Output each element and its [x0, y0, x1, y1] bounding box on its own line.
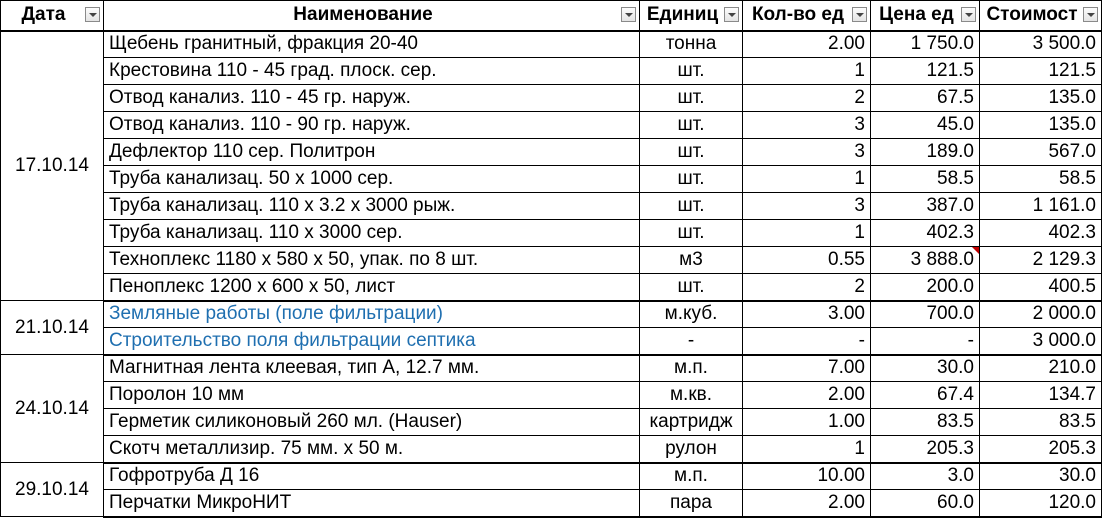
unit-cell[interactable]: м3 — [640, 247, 743, 274]
unit-cell[interactable]: пара — [640, 490, 743, 517]
quantity-cell[interactable]: 3 — [743, 193, 871, 220]
table-row — [1, 436, 1102, 463]
cost-cell[interactable]: 121.5 — [980, 58, 1102, 85]
price-cell[interactable]: 1 750.0 — [871, 31, 980, 58]
table-row — [1, 490, 1102, 517]
filter-dropdown-icon[interactable] — [621, 7, 636, 22]
cost-cell[interactable]: 3 500.0 — [980, 31, 1102, 58]
name-cell[interactable]: Крестовина 110 - 45 град. плоск. сер. — [104, 58, 640, 85]
quantity-cell[interactable]: 2 — [743, 85, 871, 112]
table-row — [1, 382, 1102, 409]
name-cell[interactable]: Труба канализац. 50 х 1000 сер. — [104, 166, 640, 193]
column-header-label: Стоимост — [986, 4, 1078, 26]
cost-cell[interactable]: 205.3 — [980, 436, 1102, 463]
quantity-cell[interactable]: 3.00 — [743, 301, 871, 328]
header-row — [1, 1, 1102, 31]
table-row — [1, 193, 1102, 220]
price-cell[interactable]: 3.0 — [871, 463, 980, 490]
name-cell[interactable]: Поролон 10 мм — [104, 382, 640, 409]
date-cell[interactable]: 21.10.14 — [1, 301, 104, 355]
unit-cell[interactable]: тонна — [640, 31, 743, 58]
unit-cell[interactable]: м.п. — [640, 355, 743, 382]
table-row — [1, 166, 1102, 193]
cost-cell[interactable]: 30.0 — [980, 463, 1102, 490]
quantity-cell[interactable]: 2.00 — [743, 31, 871, 58]
name-cell[interactable]: Строительство поля фильтрации септика — [104, 328, 640, 355]
quantity-cell[interactable]: 10.00 — [743, 463, 871, 490]
filter-dropdown-icon[interactable] — [724, 7, 739, 22]
name-cell[interactable]: Отвод канализ. 110 - 90 гр. наруж. — [104, 112, 640, 139]
name-cell[interactable]: Отвод канализ. 110 - 45 гр. наруж. — [104, 85, 640, 112]
unit-cell[interactable]: шт. — [640, 220, 743, 247]
column-header-price[interactable] — [871, 1, 980, 31]
cost-cell[interactable]: 58.5 — [980, 166, 1102, 193]
quantity-cell[interactable]: 1.00 — [743, 409, 871, 436]
unit-cell[interactable]: - — [640, 328, 743, 355]
column-header-label: Наименование — [293, 4, 433, 26]
unit-cell[interactable]: шт. — [640, 274, 743, 301]
column-header-label: Дата — [21, 4, 66, 26]
cost-cell[interactable]: 210.0 — [980, 355, 1102, 382]
date-cell[interactable]: 29.10.14 — [1, 463, 104, 517]
name-cell[interactable]: Техноплекс 1180 х 580 х 50, упак. по 8 шт. — [104, 247, 640, 274]
filter-dropdown-icon[interactable] — [85, 7, 100, 22]
name-cell[interactable]: Земляные работы (поле фильтрации) — [104, 301, 640, 328]
table-row — [1, 58, 1102, 85]
unit-cell[interactable]: шт. — [640, 193, 743, 220]
unit-cell[interactable]: м.куб. — [640, 301, 743, 328]
name-cell[interactable]: Перчатки МикроНИТ — [104, 490, 640, 517]
column-header-unit[interactable] — [640, 1, 743, 31]
cost-cell[interactable]: 3 000.0 — [980, 328, 1102, 355]
table-row — [1, 247, 1102, 274]
price-cell[interactable]: 189.0 — [871, 139, 980, 166]
table-body — [1, 31, 1102, 517]
name-cell[interactable]: Скотч металлизир. 75 мм. х 50 м. — [104, 436, 640, 463]
table-row — [1, 328, 1102, 355]
cost-cell[interactable]: 567.0 — [980, 139, 1102, 166]
quantity-cell[interactable]: 1 — [743, 436, 871, 463]
price-cell[interactable]: 200.0 — [871, 274, 980, 301]
column-header-label: Кол-во ед — [751, 4, 845, 26]
price-cell[interactable]: 67.4 — [871, 382, 980, 409]
quantity-cell[interactable]: 3 — [743, 112, 871, 139]
price-cell[interactable]: 45.0 — [871, 112, 980, 139]
price-cell[interactable]: 67.5 — [871, 85, 980, 112]
quantity-cell[interactable]: 2.00 — [743, 490, 871, 517]
price-cell[interactable]: 205.3 — [871, 436, 980, 463]
table-row — [1, 463, 1102, 490]
unit-cell[interactable]: м.кв. — [640, 382, 743, 409]
table-row — [1, 85, 1102, 112]
cost-cell[interactable]: 120.0 — [980, 490, 1102, 517]
quantity-cell[interactable]: 2.00 — [743, 382, 871, 409]
column-header-cost[interactable] — [980, 1, 1102, 31]
table-row — [1, 301, 1102, 328]
quantity-cell[interactable]: 1 — [743, 58, 871, 85]
name-cell[interactable]: Труба канализац. 110 х 3000 сер. — [104, 220, 640, 247]
cost-cell[interactable]: 135.0 — [980, 112, 1102, 139]
date-cell[interactable]: 17.10.14 — [1, 31, 104, 301]
price-cell[interactable]: 60.0 — [871, 490, 980, 517]
cost-cell[interactable]: 135.0 — [980, 85, 1102, 112]
filter-dropdown-icon[interactable] — [852, 7, 867, 22]
unit-cell[interactable]: м.п. — [640, 463, 743, 490]
table-row — [1, 355, 1102, 382]
table-row — [1, 112, 1102, 139]
unit-cell[interactable]: шт. — [640, 139, 743, 166]
table-row — [1, 31, 1102, 58]
unit-cell[interactable]: шт. — [640, 85, 743, 112]
column-header-date[interactable] — [1, 1, 104, 31]
table-row — [1, 139, 1102, 166]
quantity-cell[interactable]: 1 — [743, 220, 871, 247]
column-header-qty[interactable] — [743, 1, 871, 31]
quantity-cell[interactable]: 2 — [743, 274, 871, 301]
name-cell[interactable]: Гофротруба Д 16 — [104, 463, 640, 490]
name-cell[interactable]: Труба канализац. 110 х 3.2 х 3000 рыж. — [104, 193, 640, 220]
column-header-name[interactable] — [104, 1, 640, 31]
filter-dropdown-icon[interactable] — [961, 7, 976, 22]
cost-cell[interactable]: 134.7 — [980, 382, 1102, 409]
price-cell[interactable]: 83.5 — [871, 409, 980, 436]
unit-cell[interactable]: шт. — [640, 58, 743, 85]
filter-dropdown-icon[interactable] — [1083, 7, 1098, 22]
price-cell[interactable]: 700.0 — [871, 301, 980, 328]
quantity-cell[interactable]: 7.00 — [743, 355, 871, 382]
name-cell[interactable]: Пеноплекс 1200 х 600 х 50, лист — [104, 274, 640, 301]
unit-cell[interactable]: картридж — [640, 409, 743, 436]
name-cell[interactable]: Герметик силиконовый 260 мл. (Hauser) — [104, 409, 640, 436]
cost-cell[interactable]: 402.3 — [980, 220, 1102, 247]
quantity-cell[interactable]: 3 — [743, 139, 871, 166]
column-header-label: Цена ед — [879, 4, 954, 26]
cost-cell[interactable]: 2 129.3 — [980, 247, 1102, 274]
price-cell[interactable]: 3 888.0 — [871, 247, 980, 274]
name-cell[interactable]: Дефлектор 110 сер. Политрон — [104, 139, 640, 166]
cost-cell[interactable]: 2 000.0 — [980, 301, 1102, 328]
price-cell[interactable]: 121.5 — [871, 58, 980, 85]
price-cell[interactable]: 30.0 — [871, 355, 980, 382]
table-row — [1, 274, 1102, 301]
unit-cell[interactable]: рулон — [640, 436, 743, 463]
table-row — [1, 409, 1102, 436]
column-header-label: Единиц — [646, 4, 719, 26]
quantity-cell[interactable]: 1 — [743, 166, 871, 193]
unit-cell[interactable]: шт. — [640, 166, 743, 193]
table-row — [1, 220, 1102, 247]
name-cell[interactable]: Щебень гранитный, фракция 20-40 — [104, 31, 640, 58]
price-cell[interactable]: - — [871, 328, 980, 355]
quantity-cell[interactable]: 0.55 — [743, 247, 871, 274]
quantity-cell[interactable]: - — [743, 328, 871, 355]
price-cell[interactable]: 387.0 — [871, 193, 980, 220]
price-cell[interactable]: 402.3 — [871, 220, 980, 247]
date-cell[interactable]: 24.10.14 — [1, 355, 104, 463]
unit-cell[interactable]: шт. — [640, 112, 743, 139]
name-cell[interactable]: Магнитная лента клеевая, тип А, 12.7 мм. — [104, 355, 640, 382]
cost-cell[interactable]: 83.5 — [980, 409, 1102, 436]
cost-cell[interactable]: 400.5 — [980, 274, 1102, 301]
cost-cell[interactable]: 1 161.0 — [980, 193, 1102, 220]
price-cell[interactable]: 58.5 — [871, 166, 980, 193]
